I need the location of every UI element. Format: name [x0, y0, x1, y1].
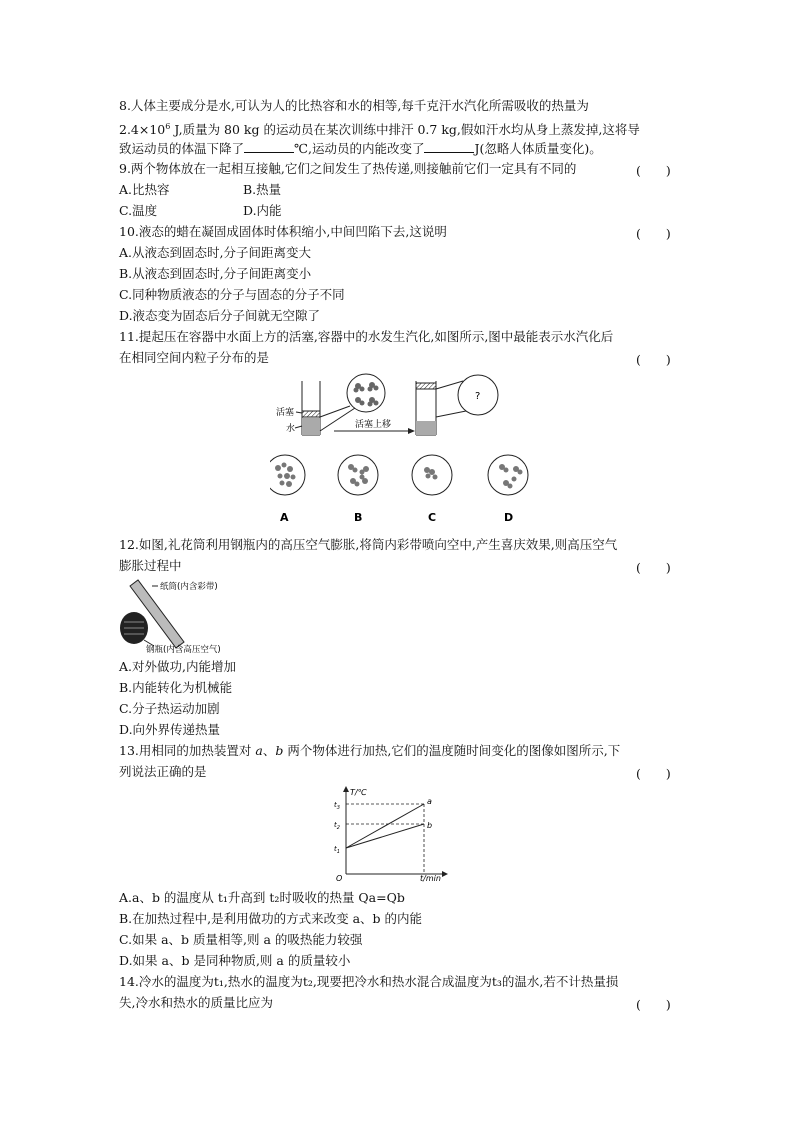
- q8-line1: 8.人体主要成分是水,可认为人的比热容和水的相等,每千克汗水汽化所需吸收的热量为: [119, 98, 589, 113]
- y-axis-label: T/℃: [350, 788, 367, 797]
- tick-t1: $t_1$: [334, 845, 340, 855]
- q13-option-c[interactable]: C.如果 a、b 质量相等,则 a 的吸热能力较强: [119, 932, 363, 947]
- q10-option-d[interactable]: D.液态变为固态后分子间就无空隙了: [119, 308, 321, 323]
- q9-option-c[interactable]: C.温度: [119, 203, 158, 218]
- q11-answer-paren[interactable]: ( ): [636, 352, 671, 367]
- q9-option-a[interactable]: A.比热容: [119, 182, 170, 197]
- q10-option-c[interactable]: C.同种物质液态的分子与固态的分子不同: [119, 287, 345, 302]
- label-option-d: D: [504, 511, 514, 524]
- q10-option-b[interactable]: B.从液态到固态时,分子间距离变小: [119, 266, 312, 281]
- answer-blank-1[interactable]: [244, 140, 294, 153]
- q9-answer-paren[interactable]: ( ): [636, 163, 671, 178]
- q10-option-a[interactable]: A.从液态到固态时,分子间距离变大: [119, 245, 311, 260]
- label-water: 水: [286, 424, 296, 434]
- q14-line1: 14.冷水的温度为t₁,热水的温度为t₂,现要把冷水和热水混合成温度为t₃的温水,若不计热量损: [119, 974, 619, 989]
- tick-t3: $t_3$: [334, 801, 340, 811]
- q13-graph: [330, 786, 450, 882]
- q12-option-d[interactable]: D.向外界传递热量: [119, 722, 221, 737]
- q9-stem: 9.两个物体放在一起相互接触,它们之间发生了热传递,则接触前它们一定具有不同的: [119, 161, 577, 176]
- line-a: [346, 804, 424, 848]
- q13-option-b[interactable]: B.在加热过程中,是利用做功的方式来改变 a、b 的内能: [119, 911, 423, 926]
- q13-line2: 列说法正确的是: [119, 764, 207, 779]
- q9-option-b[interactable]: B.热量: [243, 182, 282, 197]
- q12-option-b[interactable]: B.内能转化为机械能: [119, 680, 233, 695]
- q10-stem: 10.液态的蜡在凝固成固体时体积缩小,中间凹陷下去,这说明: [119, 224, 447, 239]
- label-steel-bottle: 钢瓶(内含高压空气): [146, 645, 221, 654]
- q14-answer-paren[interactable]: ( ): [636, 997, 671, 1012]
- q11-line1: 11.提起压在容器中水面上方的活塞,容器中的水发生汽化,如图所示,图中最能表示水汽化后: [119, 329, 614, 344]
- answer-blank-2[interactable]: [424, 140, 474, 153]
- q14-line2: 失,冷水和热水的质量比应为: [119, 995, 273, 1010]
- q13-line1: 13.用相同的加热装置对 a、b 两个物体进行加热,它们的温度随时间变化的图像如图所示,下: [119, 743, 621, 758]
- label-a: a: [427, 797, 432, 806]
- q9-option-d[interactable]: D.内能: [243, 203, 282, 218]
- label-piston: 活塞: [276, 408, 295, 418]
- container-before: [302, 381, 320, 435]
- option-d-circle: [488, 455, 528, 495]
- q11-line2: 在相同空间内粒子分布的是: [119, 350, 270, 365]
- option-a-circle: [270, 455, 305, 495]
- x-axis-label: t/min: [420, 874, 441, 882]
- tick-t2: $t_2$: [334, 821, 340, 831]
- label-option-a: A: [280, 511, 289, 524]
- option-b-circle: [338, 455, 378, 495]
- label-b: b: [427, 821, 433, 830]
- q12-option-c[interactable]: C.分子热运动加剧: [119, 701, 220, 716]
- q12-answer-paren[interactable]: ( ): [636, 560, 671, 575]
- container-after: [416, 381, 436, 435]
- arrow-head: [408, 428, 415, 434]
- label-option-c: C: [428, 511, 437, 524]
- q13-option-d[interactable]: D.如果 a、b 是同种物质,则 a 的质量较小: [119, 953, 351, 968]
- label-option-b: B: [354, 511, 363, 524]
- q12-line2: 膨胀过程中: [119, 558, 182, 573]
- origin-label: O: [336, 874, 343, 882]
- q13-answer-paren[interactable]: ( ): [636, 766, 671, 781]
- zoom-circle-before: [347, 374, 385, 412]
- q12-line1: 12.如图,礼花筒利用钢瓶内的高压空气膨胀,将筒内彩带喷向空中,产生喜庆效果,则高压空气: [119, 537, 618, 552]
- line-b: [346, 824, 424, 848]
- q13-option-a[interactable]: A.a、b 的温度从 t₁升高到 t₂时吸收的热量 Qa=Qb: [119, 890, 405, 905]
- label-paper-tube: 纸筒(内含彩带): [160, 582, 218, 592]
- q8-line2: $2.4\times 10^6$ J,质量为 80 kg 的运动员在某次训练中排汗 0.7 kg,假如汗水均从身上蒸发掉,这将导: [119, 122, 640, 138]
- label-piston-up: 活塞上移: [355, 420, 392, 430]
- q12-option-a[interactable]: A.对外做功,内能增加: [119, 659, 236, 674]
- q11-figure: [270, 373, 540, 525]
- q12-figure: [118, 578, 288, 654]
- question-mark: ?: [475, 391, 481, 402]
- q10-answer-paren[interactable]: ( ): [636, 226, 671, 241]
- option-c-circle: [412, 455, 452, 495]
- q8-line3: 致运动员的体温下降了 ℃,运动员的内能改变了 J(忽略人体质量变化)。: [119, 141, 602, 156]
